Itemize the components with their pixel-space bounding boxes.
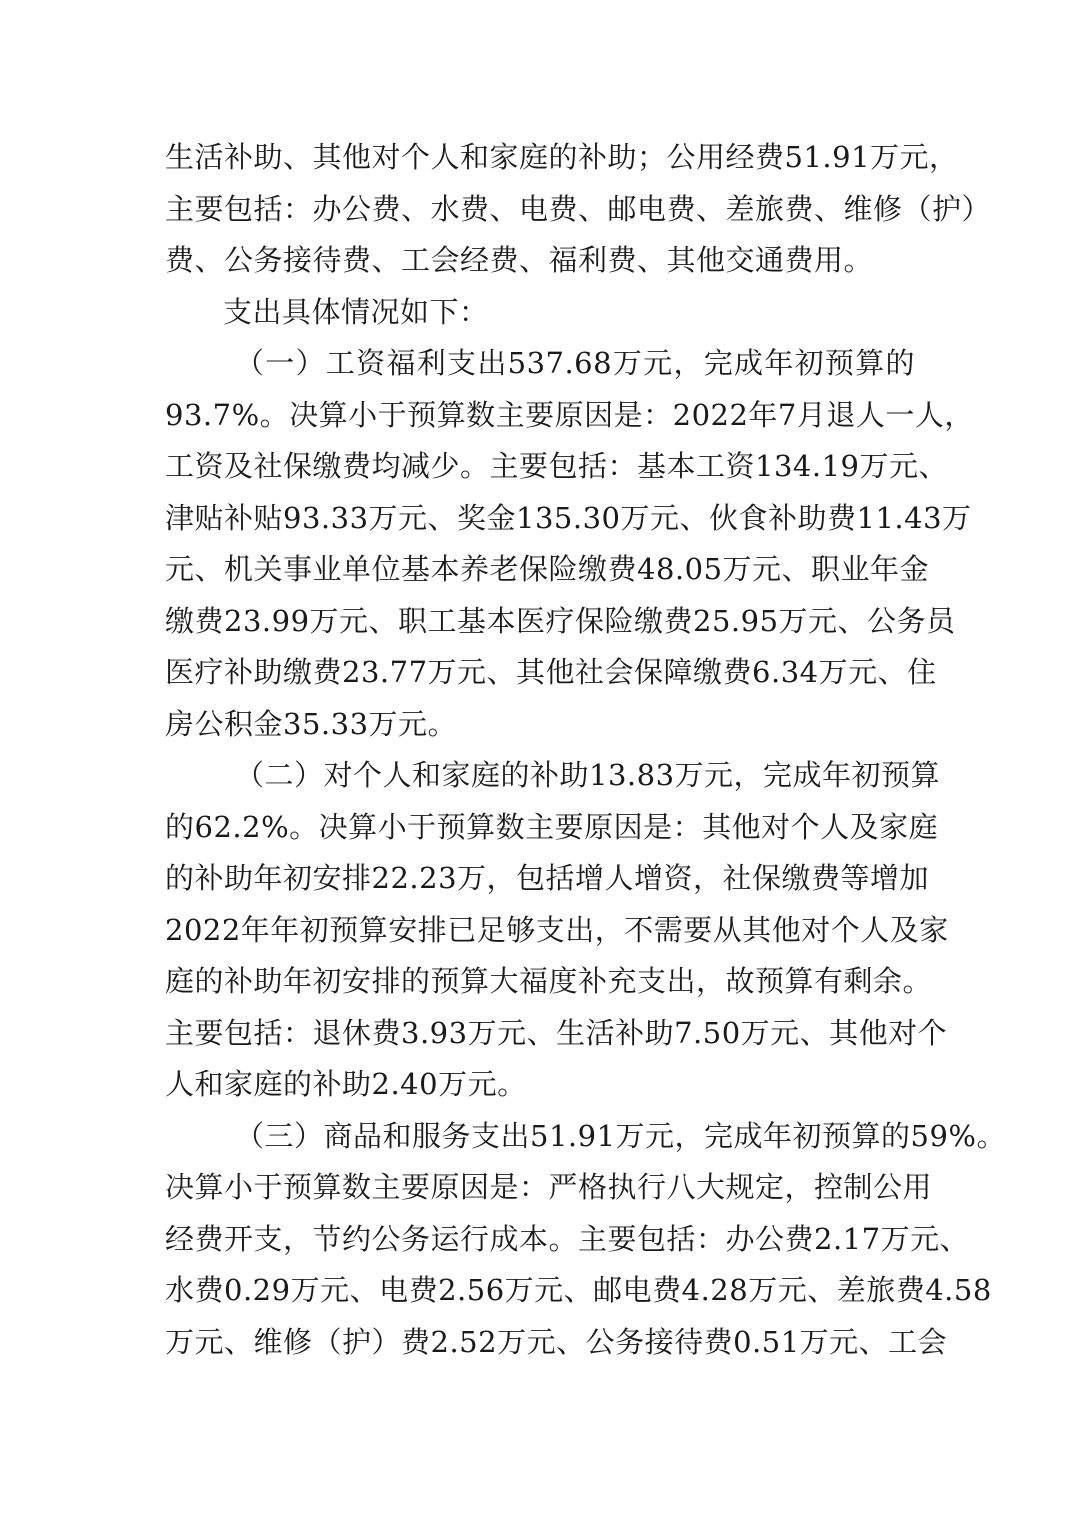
- text-line: 房公积金35.33万元。: [165, 706, 458, 741]
- text-line: 万元、维修（护）费2.52万元、公务接待费0.51万元、工会: [165, 1324, 948, 1359]
- text-line: 工资及社保缴费均减少。主要包括：基本工资134.19万元、: [165, 449, 948, 483]
- text-line: 经费开支，节约公务运行成本。主要包括：办公费2.17万元、: [165, 1221, 970, 1256]
- text-line: 2022年年初预算安排已足够支出，不需要从其他对个人及家: [165, 912, 949, 947]
- section-heading-line: （三）商品和服务支出51.91万元，完成年初预算的59%。: [235, 1118, 1006, 1153]
- body-text: [165, 132, 1006, 1368]
- text-line: 决算小于预算数主要原因是：严格执行八大规定，控制公用: [165, 1170, 933, 1204]
- section-heading-line: （一）工资福利支出537.68万元，完成年初预算的: [235, 346, 915, 380]
- text-line: 医疗补助缴费23.77万元、其他社会保障缴费6.34万元、住: [165, 655, 937, 689]
- text-line: 的62.2%。决算小于预算数主要原因是：其他对个人及家庭: [165, 809, 939, 844]
- text-line: 生活补助、其他对个人和家庭的补助；公用经费51.91万元，: [165, 140, 959, 174]
- text-line: 人和家庭的补助2.40万元。: [165, 1067, 527, 1101]
- text-line: 庭的补助年初安排的预算大福度补充支出，故预算有剩余。: [165, 964, 933, 998]
- text-line: 缴费23.99万元、职工基本医疗保险缴费25.95万元、公务员: [165, 603, 956, 638]
- text-line: 费、公务接待费、工会经费、福利费、其他交通费用。: [165, 243, 874, 277]
- section-heading-line: （二）对个人和家庭的补助13.83万元，完成年初预算: [235, 758, 941, 792]
- text-line: 93.7%。决算小于预算数主要原因是：2022年7月退人一人，: [165, 397, 974, 432]
- text-line: 水费0.29万元、电费2.56万元、邮电费4.28万元、差旅费4.58: [165, 1273, 992, 1307]
- text-line: 津贴补贴93.33万元、奖金135.30万元、伙食补助费11.43万: [165, 500, 972, 535]
- section-intro-line: 支出具体情况如下：: [223, 294, 489, 329]
- text-line: 主要包括：办公费、水费、电费、邮电费、差旅费、维修（护）: [165, 191, 992, 226]
- text-line: 元、机关事业单位基本养老保险缴费48.05万元、职业年金: [165, 552, 930, 586]
- text-line: 主要包括：退休费3.93万元、生活补助7.50万元、其他对个: [165, 1015, 948, 1050]
- text-line: 的补助年初安排22.23万，包括增人增资，社保缴费等增加: [165, 861, 930, 895]
